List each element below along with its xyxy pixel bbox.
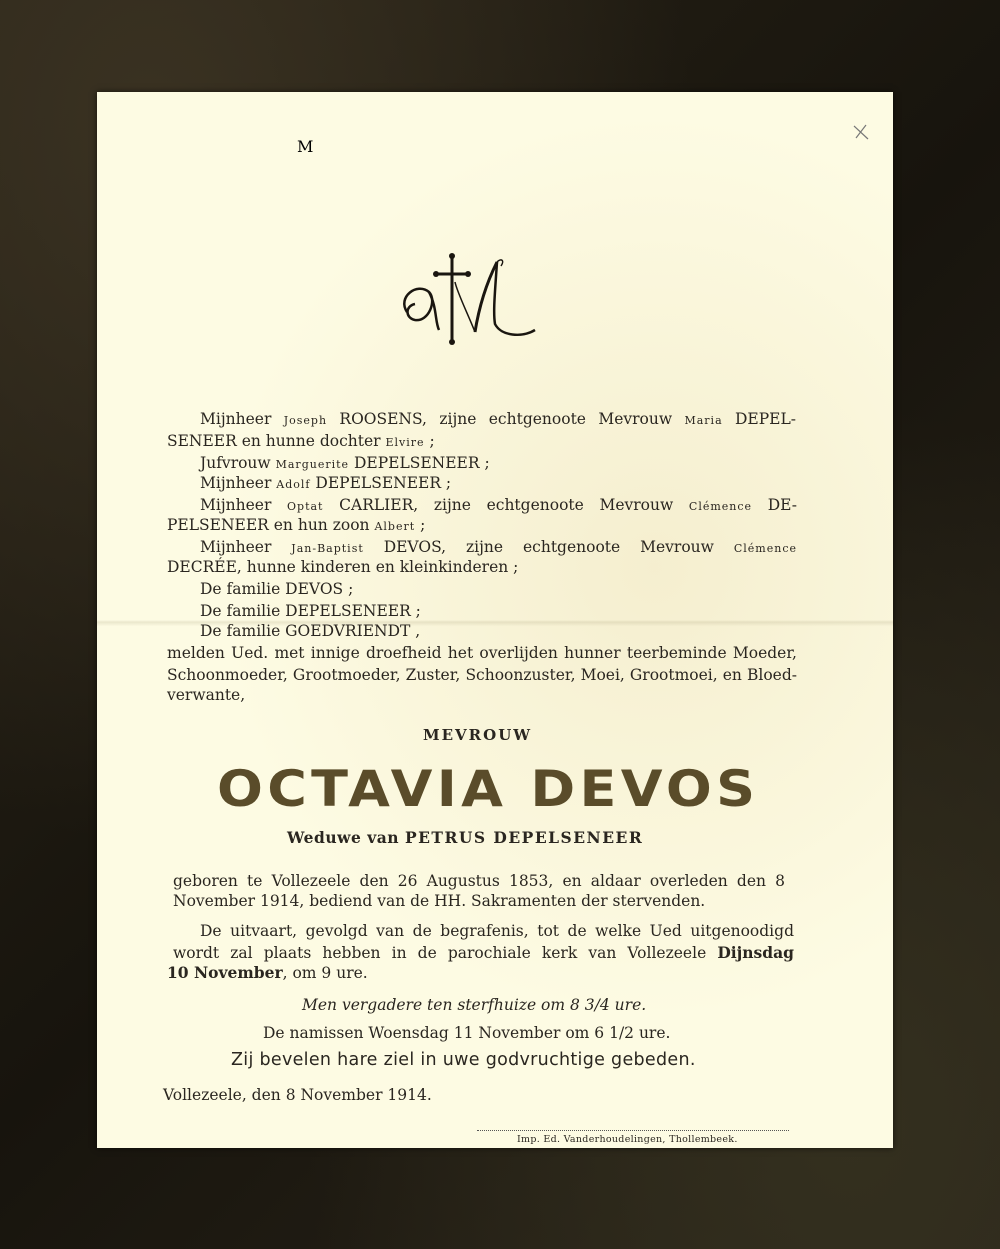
deceased-name: OCTAVIA DEVOS <box>217 760 760 818</box>
family-line-9: De familie DEVOS ; <box>200 580 354 598</box>
family-line-10: De familie DEPELSENEER ; <box>200 602 421 620</box>
prayer-line: Zij bevelen hare ziel in uwe godvruchtige gebeden. <box>231 1050 696 1070</box>
honorific-heading: MEVROUW <box>423 726 533 744</box>
masses-line: De namissen Woensdag 11 November om 6 1/2 ure. <box>263 1024 671 1042</box>
family-line-13: Schoonmoeder, Grootmoeder, Zuster, Schoonzuster, Moei, Grootmoei, en Bloed- <box>167 666 797 684</box>
family-line-5: Mijnheer Optat CARLIER, zijne echtgenoote Mevrouw Clémence DE- <box>200 496 797 514</box>
svg-text:M: M <box>297 137 314 156</box>
family-line-1: Mijnheer Joseph ROOSENS, zijne echtgenoote Mevrouw Maria DEPEL- <box>200 410 796 428</box>
birth-line-2: November 1914, bediend van de HH. Sakramenten der stervenden. <box>173 892 706 910</box>
printer-divider <box>477 1130 789 1131</box>
family-line-4: Mijnheer Adolf DEPELSENEER ; <box>200 474 452 492</box>
funeral-line-1: De uitvaart, gevolgd van de begrafenis, tot de welke Ued uitgenoodigd <box>200 922 794 940</box>
cross-monogram-icon <box>297 137 542 352</box>
funeral-line-3: 10 November, om 9 ure. <box>167 963 368 982</box>
family-line-7: Mijnheer Jan-Baptist DEVOS, zijne echtgenoote Mevrouw Clémence <box>200 538 797 556</box>
family-line-6: PELSENEER en hun zoon Albert ; <box>167 516 426 534</box>
place-date-line: Vollezeele, den 8 November 1914. <box>163 1086 432 1104</box>
family-line-8: DECRÉE, hunne kinderen en kleinkinderen ; <box>167 558 519 576</box>
family-line-11: De familie GOEDVRIENDT , <box>200 622 421 640</box>
family-line-3: Jufvrouw Marguerite DEPELSENEER ; <box>200 454 490 472</box>
pencil-x-mark-icon <box>851 122 871 142</box>
funeral-line-2: wordt zal plaats hebben in de parochiale kerk van Vollezeele Dijnsdag <box>173 943 794 962</box>
death-notice-sheet <box>97 92 893 1148</box>
widow-of-line: Weduwe van PETRUS DEPELSENEER <box>287 828 644 847</box>
family-line-2: SENEER en hunne dochter Elvire ; <box>167 432 435 450</box>
gathering-line: Men vergadere ten sterfhuize om 8 3/4 ure. <box>302 996 647 1014</box>
printer-credit: Imp. Ed. Vanderhoudelingen, Thollembeek. <box>517 1134 738 1145</box>
family-line-12: melden Ued. met innige droefheid het overlijden hunner teerbeminde Moeder, <box>167 644 797 662</box>
birth-line-1: geboren te Vollezeele den 26 Augustus 1853, en aldaar overleden den 8 <box>173 872 785 890</box>
family-line-14: verwante, <box>167 686 246 704</box>
